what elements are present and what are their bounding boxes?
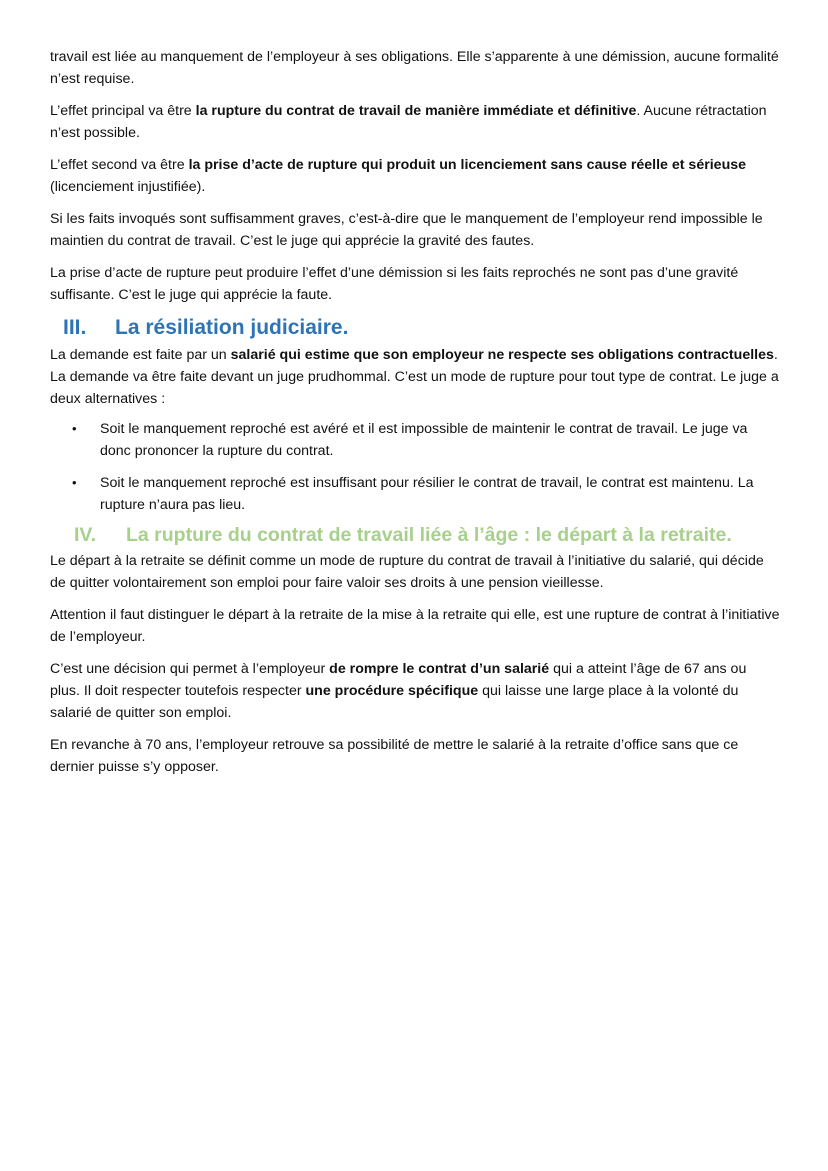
text-run: Le départ à la retraite se définit comme un mode de rupture du contrat de travail à l’initiative du salarié, qui décide de quitter volontairement son emploi pour faire valoir ses droits à une pension vieillesse. xyxy=(50,553,764,591)
list-item-text: Soit le manquement reproché est insuffisant pour résilier le contrat de travail, le contrat est maintenu. La rupture n’aura pas lieu. xyxy=(100,475,754,513)
paragraph xyxy=(50,344,780,410)
bold-text: salarié qui estime que son employeur ne respecte ses obligations contractuelles xyxy=(230,347,774,363)
text-run: La demande est faite par un xyxy=(50,347,231,363)
text-run: (licenciement injustifiée). xyxy=(50,179,206,195)
text-run: qui a atteint l’âge de 67 ans ou plus. Il doit respecter toutefois respecter xyxy=(50,661,747,699)
paragraph xyxy=(50,550,780,594)
bold-text: de rompre le contrat d’un salarié xyxy=(329,661,550,677)
bold-text: la rupture du contrat de travail de manière immédiate et définitive xyxy=(195,103,637,119)
bullet-list xyxy=(50,418,780,516)
text-run: C’est une décision qui permet à l’employeur xyxy=(50,661,330,677)
text-run: Attention il faut distinguer le départ à la retraite de la mise à la retraite qui elle, est une rupture de contrat à l’initiative de l’employeur. xyxy=(50,607,780,645)
paragraph xyxy=(50,262,780,306)
text-run: . La demande va être faite devant un juge prudhommal. C’est un mode de rupture pour tout type de contrat. Le juge a deux alternatives : xyxy=(50,347,779,407)
paragraph xyxy=(50,100,780,144)
section-number: III. xyxy=(63,316,87,339)
paragraph xyxy=(50,734,780,778)
list-item xyxy=(50,472,780,516)
intro-paragraphs xyxy=(50,46,780,306)
paragraph xyxy=(50,46,780,90)
section-title: La résiliation judiciaire. xyxy=(115,316,349,339)
list-item-text: Soit le manquement reproché est avéré et il est impossible de maintenir le contrat de travail. Le juge va donc prononcer la rupture du contrat. xyxy=(100,421,748,459)
section-number: IV. xyxy=(74,524,97,546)
bold-text: une procédure spécifique xyxy=(305,683,479,699)
section-heading-3 xyxy=(50,314,780,342)
text-run: La prise d’acte de rupture peut produire l’effet d’une démission si les faits reprochés ne sont pas d’une gravité suffisante. C’est le juge qui apprécie la faute. xyxy=(50,265,739,303)
paragraph xyxy=(50,604,780,648)
section-title: La rupture du contrat de travail liée à l’âge : le départ à la retraite. xyxy=(126,524,732,546)
bullet-icon: • xyxy=(72,475,77,490)
section4-paragraphs xyxy=(50,550,780,778)
text-run: Si les faits invoqués sont suffisamment graves, c’est-à-dire que le manquement de l’employeur rend impossible le maintien du contrat de travail. C’est le juge qui apprécie la gravité des fautes. xyxy=(50,211,763,249)
text-run: L’effet second va être xyxy=(50,157,189,173)
text-run: travail est liée au manquement de l’employeur à ses obligations. Elle s’apparente à une démission, aucune formalité n’est requise. xyxy=(50,49,779,87)
document-page xyxy=(50,46,780,788)
paragraph xyxy=(50,658,780,724)
bullet-icon: • xyxy=(72,421,77,436)
text-run: En revanche à 70 ans, l’employeur retrouve sa possibilité de mettre le salarié à la retraite d’office sans que ce dernier puisse s’y opposer. xyxy=(50,737,739,775)
paragraph xyxy=(50,208,780,252)
section-heading-4 xyxy=(50,522,780,548)
bold-text: la prise d’acte de rupture qui produit un licenciement sans cause réelle et sérieuse xyxy=(188,157,747,173)
paragraph xyxy=(50,154,780,198)
text-run: . Aucune rétractation n’est possible. xyxy=(50,103,767,141)
text-run: qui laisse une large place à la volonté du salarié de quitter son emploi. xyxy=(50,683,739,721)
text-run: L’effet principal va être xyxy=(50,103,196,119)
list-item xyxy=(50,418,780,462)
